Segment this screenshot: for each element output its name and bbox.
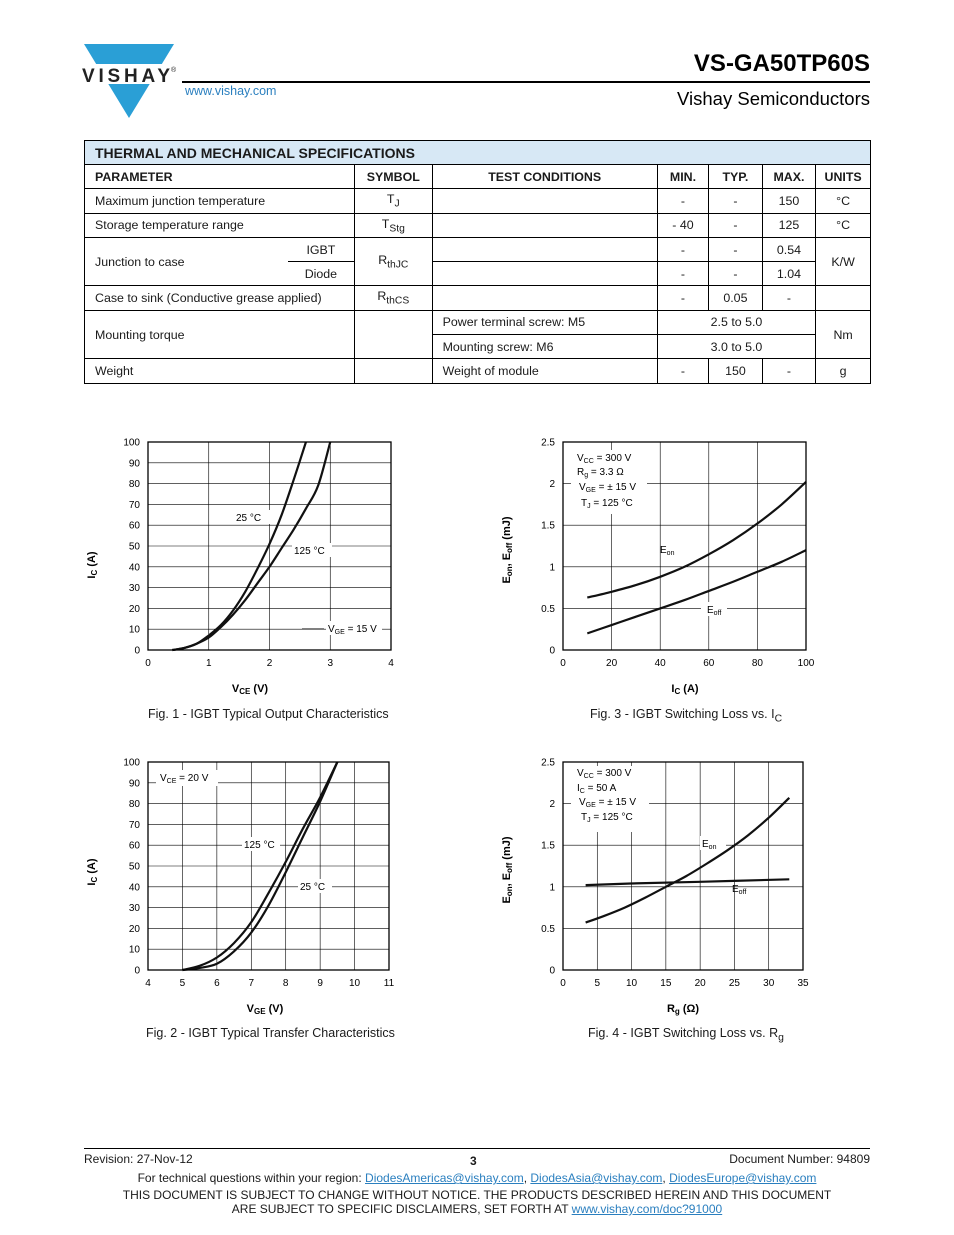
- table-title: THERMAL AND MECHANICAL SPECIFICATIONS: [85, 141, 871, 165]
- annotation-eon: $E_{on}$: [702, 839, 717, 851]
- y-axis-label: IC (A): [86, 858, 99, 886]
- conditions-cell: [432, 286, 657, 310]
- y-tick-label: 100: [123, 757, 140, 769]
- y-tick-label: 1.5: [541, 520, 555, 532]
- y-tick-label: 2.5: [541, 757, 555, 769]
- annotation-vcc: $V_{CC} = 300$ V: [577, 768, 632, 780]
- annotation-rg: $R_g = 3.3$ Ω: [577, 467, 624, 479]
- x-tick-label: 40: [654, 658, 666, 669]
- conditions-cell: [432, 237, 657, 261]
- y-tick-label: 60: [128, 520, 140, 532]
- revision-text: Revision: 27-Nov-12: [84, 1152, 193, 1166]
- typ-cell: -: [709, 189, 763, 213]
- y-tick-label: 40: [128, 562, 140, 574]
- table-header-row: [85, 165, 871, 189]
- max-cell: 1.04: [762, 262, 816, 286]
- annotation-tj: $T_J = 125$ °C: [581, 498, 633, 510]
- y-tick-label: 0: [134, 645, 140, 657]
- annotation-eoff: $E_{off}$: [707, 605, 722, 617]
- y-axis-label: Eon, Eoff (mJ): [501, 516, 514, 584]
- fig4-switching-loss-vs-rg-chart: [495, 750, 825, 1020]
- param-cell: Maximum junction temperature: [85, 189, 355, 213]
- annotation-ic: $I_C = 50$ A: [577, 783, 617, 795]
- y-tick-label: 0.5: [541, 923, 555, 935]
- annotation-vcc: $V_{CC} = 300$ V: [577, 453, 632, 465]
- col-header-conditions: TEST CONDITIONS: [432, 165, 657, 189]
- x-tick-label: 9: [317, 978, 323, 989]
- x-tick-label: 5: [594, 978, 601, 989]
- x-tick-label: 15: [660, 978, 672, 989]
- min-cell: - 40: [657, 213, 708, 237]
- fig3-switching-loss-vs-ic-chart: [495, 430, 825, 700]
- min-cell: -: [657, 359, 708, 383]
- symbol-cell: [354, 359, 432, 383]
- y-tick-label: 30: [128, 903, 140, 915]
- x-axis-label: VCE (V): [231, 683, 269, 696]
- max-cell: 0.54: [762, 237, 816, 261]
- y-tick-label: 10: [128, 624, 140, 636]
- y-tick-label: 50: [128, 541, 140, 553]
- param-sub-cell: Diode: [288, 262, 355, 286]
- x-tick-label: 80: [751, 658, 763, 669]
- conditions-cell: [432, 262, 657, 286]
- max-cell: 150: [762, 189, 816, 213]
- min-cell: -: [657, 286, 708, 310]
- table-row: [85, 237, 871, 261]
- fig2-transfer-characteristics-chart: [80, 750, 410, 1020]
- units-cell: °C: [816, 213, 871, 237]
- y-axis-label: IC (A): [86, 551, 99, 579]
- disclaimer-link[interactable]: www.vishay.com/doc?91000: [571, 1202, 723, 1216]
- col-header-parameter: PARAMETER: [85, 165, 355, 189]
- conditions-cell: [432, 213, 657, 237]
- x-tick-label: 7: [248, 978, 255, 989]
- conditions-cell: Mounting screw: M6: [432, 335, 657, 359]
- table-row: [85, 189, 871, 213]
- vishay-logo: [80, 42, 180, 120]
- email-asia-link[interactable]: DiodesAsia@vishay.com: [530, 1171, 663, 1185]
- param-cell: Case to sink (Conductive grease applied): [85, 286, 355, 310]
- typ-cell: -: [709, 237, 763, 261]
- max-cell: 125: [762, 213, 816, 237]
- typ-cell: 0.05: [709, 286, 763, 310]
- conditions-cell: [432, 189, 657, 213]
- param-cell: Mounting torque: [85, 310, 355, 359]
- disclaimer-line-2: ARE SUBJECT TO SPECIFIC DISCLAIMERS, SET FORTH AT www.vishay.com/doc?91000: [231, 1202, 723, 1216]
- table-row: [85, 213, 871, 237]
- fig1-output-characteristics-chart: [80, 430, 410, 700]
- website-link[interactable]: www.vishay.com: [185, 84, 277, 98]
- y-tick-label: 100: [123, 437, 140, 449]
- y-tick-label: 60: [128, 840, 140, 852]
- annotation-vge: $V_{GE}$ = ± 15 V: [579, 482, 637, 494]
- units-cell: Nm: [816, 310, 871, 359]
- col-header-max: MAX.: [762, 165, 816, 189]
- annotation-tj: $T_J = 125$ °C: [581, 812, 633, 824]
- annotation-125c: 125 °C: [294, 546, 325, 557]
- symbol-cell: $T_{Stg}$: [354, 213, 432, 237]
- annotation-eoff: $E_{off}$: [732, 884, 747, 896]
- x-tick-label: 30: [763, 978, 775, 989]
- y-tick-label: 80: [128, 479, 140, 491]
- annotation-vge: $V_{GE} = 15$ V: [328, 624, 377, 636]
- conditions-cell: Power terminal screw: M5: [432, 310, 657, 334]
- y-tick-label: 0: [549, 965, 555, 977]
- y-tick-label: 2: [549, 479, 555, 491]
- typ-cell: -: [709, 262, 763, 286]
- y-tick-label: 20: [128, 923, 140, 935]
- y-tick-label: 20: [128, 603, 140, 615]
- fig4-caption: Fig. 4 - IGBT Switching Loss vs. $R_g$: [588, 1026, 784, 1044]
- col-header-symbol: SYMBOL: [354, 165, 432, 189]
- x-tick-label: 4: [388, 658, 394, 669]
- part-number-title: VS-GA50TP60S: [693, 50, 870, 77]
- typ-cell: 150: [709, 359, 763, 383]
- annotation-vge: $V_{GE}$ = ± 15 V: [579, 797, 637, 809]
- param-cell: Junction to case: [85, 237, 288, 286]
- x-tick-label: 5: [179, 978, 186, 989]
- y-tick-label: 0.5: [541, 603, 555, 615]
- x-tick-label: 60: [703, 658, 715, 669]
- x-axis-label: IC (A): [671, 683, 699, 696]
- y-tick-label: 40: [128, 882, 140, 894]
- company-subtitle: Vishay Semiconductors: [677, 88, 870, 109]
- param-cell: Weight: [85, 359, 355, 383]
- x-tick-label: 10: [349, 978, 361, 989]
- y-tick-label: 0: [549, 645, 555, 657]
- x-tick-label: 20: [606, 658, 618, 669]
- y-tick-label: 1: [549, 882, 555, 894]
- annotation-125c: 125 °C: [244, 840, 275, 851]
- x-tick-label: 6: [214, 978, 220, 989]
- email-americas-link[interactable]: DiodesAmericas@vishay.com: [365, 1171, 524, 1185]
- y-tick-label: 90: [128, 458, 140, 470]
- document-number: Document Number: 94809: [729, 1152, 870, 1166]
- x-tick-label: 100: [797, 658, 815, 669]
- fig3-caption: Fig. 3 - IGBT Switching Loss vs. $I_C$: [590, 707, 783, 725]
- fig1-caption: Fig. 1 - IGBT Typical Output Characteristics: [148, 707, 389, 721]
- contact-prefix: For technical questions within your region:: [137, 1171, 366, 1185]
- svg-text:®: ®: [171, 67, 177, 74]
- symbol-cell: $R_{thCS}$: [354, 286, 432, 310]
- y-tick-label: 1.5: [541, 840, 555, 852]
- x-tick-label: 0: [560, 978, 566, 989]
- table-row: [85, 359, 871, 383]
- annotation-vce: $V_{CE} = 20$ V: [160, 773, 209, 785]
- symbol-cell: [354, 310, 432, 359]
- symbol-cell: $T_J$: [354, 189, 432, 213]
- units-cell: [816, 286, 871, 310]
- x-tick-label: 4: [145, 978, 151, 989]
- y-tick-label: 80: [128, 799, 140, 811]
- x-tick-label: 20: [694, 978, 706, 989]
- y-tick-label: 90: [128, 778, 140, 790]
- col-header-min: MIN.: [657, 165, 708, 189]
- x-tick-label: 3: [327, 658, 334, 669]
- range-cell: 2.5 to 5.0: [657, 310, 815, 334]
- typ-cell: -: [709, 213, 763, 237]
- x-tick-label: 2: [266, 658, 273, 669]
- units-cell: K/W: [816, 237, 871, 286]
- max-cell: -: [762, 359, 816, 383]
- x-tick-label: 1: [205, 658, 212, 669]
- annotation-25c: 25 °C: [236, 513, 262, 524]
- annotation-25c: 25 °C: [300, 882, 326, 893]
- email-europe-link[interactable]: DiodesEurope@vishay.com: [669, 1171, 817, 1185]
- y-tick-label: 2.5: [541, 437, 555, 449]
- y-tick-label: 2: [549, 799, 555, 811]
- x-tick-label: 35: [797, 978, 809, 989]
- logo-text: VISHAY: [82, 66, 170, 87]
- thermal-mechanical-table: [84, 140, 871, 384]
- contact-line: For technical questions within your region: DiodesAmericas@vishay.com, DiodesAsia@vishay.com, DiodesEurope@vishay.com: [137, 1171, 817, 1185]
- disclaimer-line-1: THIS DOCUMENT IS SUBJECT TO CHANGE WITHOUT NOTICE. THE PRODUCTS DESCRIBED HEREIN AND THIS DOCUMENT: [122, 1188, 832, 1202]
- table-row: [85, 310, 871, 334]
- page-number: 3: [470, 1154, 477, 1168]
- param-sub-cell: IGBT: [288, 237, 355, 261]
- y-tick-label: 1: [549, 562, 555, 574]
- units-cell: °C: [816, 189, 871, 213]
- x-tick-label: 0: [560, 658, 566, 669]
- y-tick-label: 10: [128, 944, 140, 956]
- table-row: [85, 286, 871, 310]
- y-tick-label: 0: [134, 965, 140, 977]
- conditions-cell: Weight of module: [432, 359, 657, 383]
- range-cell: 3.0 to 5.0: [657, 335, 815, 359]
- annotation-eon: $E_{on}$: [660, 545, 675, 557]
- y-tick-label: 70: [128, 819, 140, 831]
- series-line: [586, 879, 790, 885]
- x-axis-label: VGE (V): [246, 1003, 284, 1016]
- min-cell: -: [657, 262, 708, 286]
- x-tick-label: 11: [383, 978, 395, 989]
- max-cell: -: [762, 286, 816, 310]
- fig2-caption: Fig. 2 - IGBT Typical Transfer Characteristics: [146, 1026, 395, 1040]
- x-tick-label: 25: [728, 978, 740, 989]
- min-cell: -: [657, 237, 708, 261]
- footer-rule: [84, 1148, 870, 1149]
- header-rule: [182, 81, 870, 83]
- x-tick-label: 0: [145, 658, 151, 669]
- y-tick-label: 70: [128, 499, 140, 511]
- series-line: [587, 550, 806, 633]
- symbol-cell: $R_{thJC}$: [354, 237, 432, 286]
- units-cell: g: [816, 359, 871, 383]
- y-axis-label: Eon, Eoff (mJ): [501, 836, 514, 904]
- param-cell: Storage temperature range: [85, 213, 355, 237]
- min-cell: -: [657, 189, 708, 213]
- x-tick-label: 10: [626, 978, 638, 989]
- col-header-units: UNITS: [816, 165, 871, 189]
- x-axis-label: Rg (Ω): [666, 1003, 700, 1016]
- x-tick-label: 8: [282, 978, 289, 989]
- col-header-typ: TYP.: [709, 165, 763, 189]
- y-tick-label: 30: [128, 583, 140, 595]
- y-tick-label: 50: [128, 861, 140, 873]
- table-title-row: [85, 141, 871, 165]
